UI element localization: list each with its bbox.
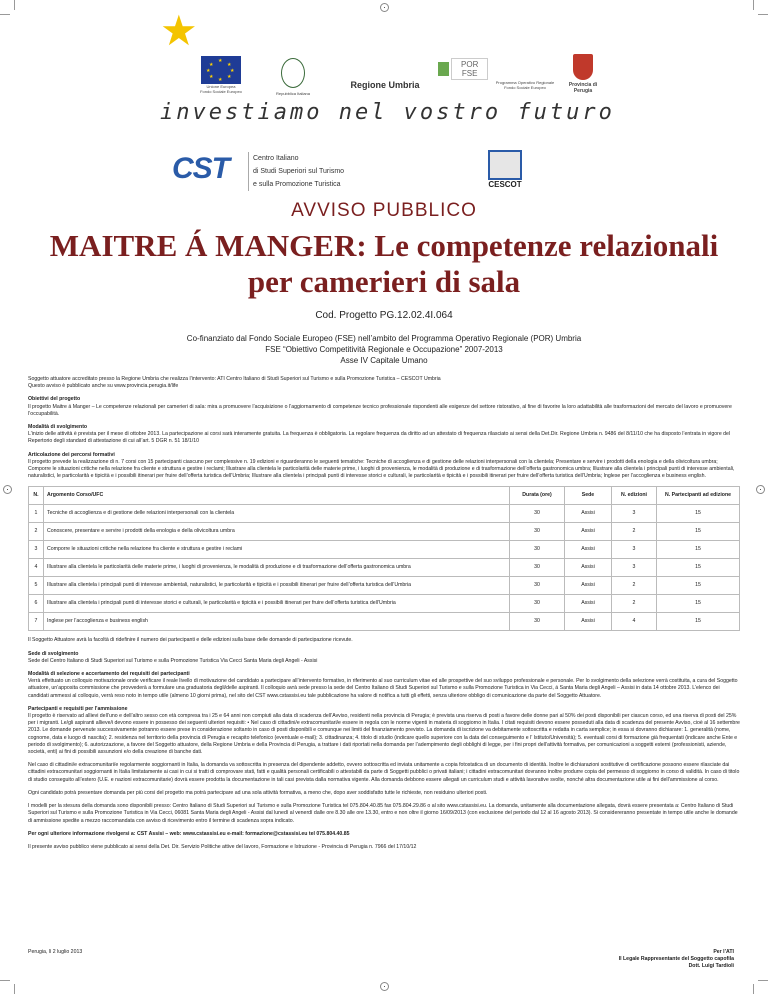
porfse-caption-2: Fondo Sociale Europeo xyxy=(504,85,546,90)
table-cell: Assisi xyxy=(565,559,612,577)
title-line-1: MAITRE Á MANGER: Le competenze relazionali xyxy=(49,228,719,263)
table-cell: 30 xyxy=(510,505,565,523)
col-header: N. Partecipanti ad edizione xyxy=(657,487,740,505)
section-title: Obiettivi del progetto xyxy=(28,396,81,403)
table-cell: 30 xyxy=(510,613,565,631)
signature-line-2: Il Legale Rappresentante del Soggetto capofila xyxy=(618,956,734,962)
italy-caption: Repubblica Italiana xyxy=(275,91,311,96)
signature-block xyxy=(574,949,734,970)
porfse-logo xyxy=(438,58,488,80)
porfse-caption-1: Programma Operativo Regionale xyxy=(495,80,555,85)
section-text: Sede del Centro Italiano di Studi Superiori sul Turismo e sulla Promozione Turistica Via Cecci Santa Maria degli Angeli - Assisi xyxy=(28,657,318,664)
table-cell: Conoscere, presentare e servire i prodotti della enologia e della olivicoltura umbra xyxy=(44,523,510,541)
table-cell: 4 xyxy=(612,613,657,631)
crop-mark xyxy=(758,980,768,981)
porfse-mark-icon xyxy=(438,62,449,76)
table-cell: Assisi xyxy=(565,595,612,613)
intro-2: Questo avviso è pubblicato anche su www.provincia.perugia.it/life xyxy=(28,383,179,390)
cst-logo-text: CST xyxy=(172,152,229,185)
table-cell: 15 xyxy=(657,595,740,613)
table-cell: 3 xyxy=(612,505,657,523)
cescot-icon xyxy=(488,150,522,180)
ridefinire: Il Soggetto Attuatore avrà la facoltà di ridefinire il numero dei partecipanti e delle edizioni sulla base delle domande di partecipazione ricevute. xyxy=(28,637,353,644)
table-cell: 5 xyxy=(29,577,44,595)
table-row xyxy=(29,541,740,559)
eu-logo xyxy=(196,56,246,94)
table-cell: 30 xyxy=(510,577,565,595)
table-row xyxy=(29,505,740,523)
table-cell: 30 xyxy=(510,541,565,559)
table-cell: 3 xyxy=(29,541,44,559)
table-cell: 15 xyxy=(657,559,740,577)
section-selezione xyxy=(28,671,740,700)
page-title xyxy=(0,228,768,300)
eu-caption-1: Unione Europea xyxy=(206,84,236,89)
extracomunitari: Nel caso di cittadini/e extracomunitari/e regolarmente soggiornanti in Italia, la domanda va sottoscritta in presenza del dipendente addetto, ovvero sottoscritta ed inviata unitamente a copia fotostatica di un documento di identità. Inoltre le dichiarazioni sostitutive di certificazione possono essere rilasciate dai cittadini extracomunitari soggiornanti in Italia limitatamente ai casi in cui si tratti di comprovare stati, fatti e qualità personali certificabili o attestabili da parte di Soggetti pubblici o privati italiani; i cittadini extracomunitari dovranno inoltre produrre copia del permesso di soggiorno in corso di validità. In caso di titolo di studio conseguito all’estero (U.E. e nazioni extracomunitarie) dovrà essere prodotta la documentazione in tali casi prevista dalla normativa vigente. Alla domanda debbono essere allegati un curriculum studi e attività lavorative svolte, nonché altra documentazione utile ai fini dell’ammissione al corso. xyxy=(28,762,740,783)
info: Per ogni ulteriore informazione rivolgersi a: CST Assisi – web: www.cstassisi.eu e-mail: formazione@cstassisi.eu tel 075.804.40.85 xyxy=(28,830,350,837)
col-header: N. xyxy=(29,487,44,505)
table-cell: 30 xyxy=(510,559,565,577)
crop-mark xyxy=(753,0,754,10)
table-cell: Illustrare alla clientela i principali punti di interesse ambientali, naturalistici, le particolarità e tipicità e i possibili itinerari per fruire dell’offerta turistica dell’Umbria xyxy=(44,577,510,595)
registration-mark-bottom xyxy=(380,982,389,991)
table-header-row xyxy=(29,487,740,505)
porfse-label: POR FSE xyxy=(451,58,488,80)
table-cell: Assisi xyxy=(565,541,612,559)
eu-caption-2: Fondo Sociale Europeo xyxy=(200,89,242,94)
table-cell: 2 xyxy=(29,523,44,541)
cescot-logo xyxy=(488,150,522,189)
title-line-2: per camerieri di sala xyxy=(247,264,521,299)
table-cell: 2 xyxy=(612,577,657,595)
col-header: Argomento Corso/UFC xyxy=(44,487,510,505)
cofin-line-3: Asse IV Capitale Umano xyxy=(340,356,428,365)
section-articolazione xyxy=(28,452,740,481)
table-cell: 15 xyxy=(657,541,740,559)
notice-body xyxy=(28,376,740,857)
section-obiettivi xyxy=(28,396,740,418)
col-header: Durata (ore) xyxy=(510,487,565,505)
signature-line-3: Dott. Luigi Tardioli xyxy=(688,963,734,969)
section-sede xyxy=(28,651,740,665)
modelli: I modelli per la stesura della domanda sono disponibili presso: Centro Italiano di Studi Superiori sul Turismo e sulla Promozione Turistica tel 075.804.40.85 fax 075.804.29.86 o al sito www.cstassisi.eu. La domanda, unitamente alla documentazione allegata, dovrà essere presentata a: Centro Italiano di Studi Superiori sul Turismo e sulla Promozione Turistica in Via Cecci, 06081 Santa Maria degli Angeli - Assisi dal lunedì al venerdì dalle ore 8.30 alle ore 13.30, entro e non oltre il giorno 16/09/2013 (con esclusione del periodo dal 12 al 16 agosto 2013). Si considereranno presentate in tempo utile anche le domande di ammissione spedite a mezzo raccomandata con avviso di ricevimento entro il termine di scadenza sopra indicato. xyxy=(28,803,738,824)
table-cell: Inglese per l’accoglienza e business english xyxy=(44,613,510,631)
cofin-line-1: Co-finanziato dal Fondo Sociale Europeo (FSE) nell’ambito del Programma Operativo Regionale (POR) Umbria xyxy=(186,334,582,343)
star-icon: ★ xyxy=(160,7,198,54)
italian-emblem-icon xyxy=(281,58,305,88)
perugia-shield-icon xyxy=(573,54,593,80)
table-cell: Assisi xyxy=(565,505,612,523)
table-row xyxy=(29,523,740,541)
crop-mark xyxy=(14,0,15,10)
eu-flag-icon: ★ ★ ★ ★ ★ ★ ★ ★ xyxy=(201,56,241,84)
col-header: Sede xyxy=(565,487,612,505)
table-row xyxy=(29,559,740,577)
section-title: Articolazione dei percorsi formativi xyxy=(28,451,115,458)
table-row xyxy=(29,577,740,595)
crop-mark xyxy=(753,984,754,994)
col-header: N. edizioni xyxy=(612,487,657,505)
notice-type: AVVISO PUBBLICO xyxy=(291,200,477,221)
table-row xyxy=(29,613,740,631)
courses-table xyxy=(28,486,740,631)
table-cell: 3 xyxy=(612,559,657,577)
table-cell: Comporre le situazioni critiche nella relazione fra cliente e struttura e gestire i reclami xyxy=(44,541,510,559)
registration-mark-left xyxy=(3,485,12,494)
umbria-logo: Regione Umbria xyxy=(350,80,420,90)
table-row xyxy=(29,595,740,613)
table-cell: Assisi xyxy=(565,523,612,541)
table-cell: Assisi xyxy=(565,577,612,595)
signature-line-1: Per l’ATI xyxy=(713,949,734,955)
cst-logo xyxy=(172,152,345,188)
section-requisiti xyxy=(28,706,740,756)
perugia-logo xyxy=(560,54,606,94)
section-text: Verrà effettuato un colloquio motivazionale onde verificare il reale livello di motivazione del candidato a partecipare all’intervento formativo, in riferimento al suo curriculum vitae ed alle prospettive del suo sviluppo professionale e personale. Per lo svolgimento della selezione verrà costituita, a cura del Soggetto attuatore, un’apposita commissione che provvederà a formulare una graduatoria degli/delle aspiranti. Il colloquio avrà sede presso la sede del Centro Italiano di Studi Superiori sul Turismo e sulla Promozione Turistica in Via Cecci, á Santa Maria degli Angeli – Assisi in data 14 ottobre 2013. L’elenco dei candidati ammessi al colloquio, verrà reso noto in tempo utile (almeno 10 giorni prima), nel sito del CST www.cstassisi.eu tale pubblicazione ha valore di notifica a tutti gli effetti, senza ulteriore obbligo di comunicazione da parte del Soggetto Attuatore. xyxy=(28,678,738,699)
section-title: Modalità di svolgimento xyxy=(28,424,88,431)
registration-mark-right xyxy=(756,485,765,494)
section-title: Sede di svolgimento xyxy=(28,650,79,657)
ogni-candidato: Ogni candidato potrà presentare domanda per più corsi del progetto ma potrà partecipare ad una sola attività formativa, a meno che, dopo aver soddisfatto tutte le richieste, non residuino ulteriori posti. xyxy=(28,789,488,796)
crop-mark xyxy=(0,980,10,981)
cst-line-2: di Studi Superiori sul Turismo xyxy=(253,168,345,175)
cofinancing xyxy=(0,333,768,366)
table-cell: 2 xyxy=(612,595,657,613)
provincia-note: Il presente avviso pubblico viene pubblicato ai sensi della Det. Dir. Servizio Politiche attive del lavoro, Formazione e Istruzione - Provincia di Perugia n. 7966 del 17/10/12 xyxy=(28,843,417,850)
table-cell: 15 xyxy=(657,523,740,541)
section-text: Il progetto Maitre á Manger – Le competenze relazionali per camerieri di sala: mira a promuovere l’acquisizione o l’aggiornamento di competenze tecnico professionale rispondenti alle esigenze del settore ristorativo, al fine di favorire la loro adattabilità alle trasformazioni del mercato del lavoro e promuovere l’occupabilità. xyxy=(28,403,732,417)
table-cell: 30 xyxy=(510,523,565,541)
table-cell: 7 xyxy=(29,613,44,631)
table-cell: 15 xyxy=(657,613,740,631)
section-text: Il progetto prevede la realizzazione di n. 7 corsi con 15 partecipanti ciascuno per complessive n. 19 edizioni e riguarderanno le seguenti tematiche: Tecniche di accoglienza e di gestione delle relazioni interpersonali con la clientela; Presentare e servire i prodotti della enologia e della olivicoltura umbra; Comporre le situazioni critiche nella relazione fra cliente e struttura e gestire i reclami; Illustrare alla clientela le particolarità delle materie prime, i luoghi di provenienza, le modalità di produzione e di trasformazione dell’offerta gastronomica umbra; Illustrare alla clientela i principali punti di interesse ambientali, naturalistici, le particolarità e tipicità e i possibili itinerari per fruire dell’offerta turistica dell’Umbria; Illustrare alla clientela i principali punti di interesse storici e culturali, le particolarità e tipicità e i possibili itinerari per fruire dell’offerta turistica dell’Umbria; Inglese per l’accoglienza e business english. xyxy=(28,458,735,480)
table-cell: 30 xyxy=(510,595,565,613)
table-cell: 15 xyxy=(657,577,740,595)
section-text: L’inizio delle attività è prevista per il mese di ottobre 2013. La partecipazione ai corsi sarà interamente gratuita. La frequenza è obbligatoria. La regolare frequenza da diritto ad un attestato di frequenza rilasciato ai sensi della Det.Dir. Regione Umbria n. 9486 del 8/11/10 che ha disposto l’entrata in vigore del Repertorio degli standard di attestazione di cui all’art. 5 DGR n. 51 18/1/10 xyxy=(28,431,731,445)
project-code: Cod. Progetto PG.12.02.4I.064 xyxy=(315,310,453,321)
section-text: Il progetto è riservato ad allievi dell’uno e dell’altro sesso con età compresa tra i 25 e 64 anni non compiuti alla data di scadenza dell’Avviso, residenti nella provincia di Perugia; è prevista una riserva di posti a favore delle donne pari al 50% dei posti disponibili per ciascun corso, ed una riserva di posti del 25% per i migranti. Le/gli aspiranti allieve/i devono essere in possesso dei seguenti ulteriori requisiti: • Nel caso di cittadini/e extracomunitari/e essere in regola con le norme vigenti in materia di soggiorno in Italia. I citati requisiti devono essere posseduti alla data di scadenza del presente Avviso, cioè al 16 settembre 2013. Le domande pervenute successivamente potranno essere prese in considerazione soltanto in caso di posti disponibili e comunque nei limiti del finanziamento previsto. La domanda di iscrizione va debitamente sottoscritta e redatta in carta semplice; in essa si dovranno dichiarare: 1. generalità (nome, cognome, data e luogo di nascita); 2. residenza nel territorio della provincia di Perugia e recapito telefonico (eventuale e-mail); 3. cittadinanza; 4. titolo di studio (indicare quello superiore con la data del conseguimento e l’ Istituto/Università); 5. eventuali corsi di formazione già frequentati (indicare anche Ente e periodo di svolgimento); 6. autorizzazione, a favore del Soggetto attuatore, della Regione Umbria e della Provincia di Perugia, a trattare i dati riportati nella domanda per l’adempimento degli obblighi di legge, per i fini propri dell’attività formativa, per comunicazioni a soggetti esterni (professionisti, aziende, società, enti) ai fini di possibili assunzioni e/o della creazione di banche dati. xyxy=(28,713,740,756)
intro xyxy=(28,376,740,390)
date-line: Perugia, lì 2 luglio 2013 xyxy=(28,949,83,955)
italy-logo xyxy=(268,58,318,96)
table-cell: 2 xyxy=(612,523,657,541)
cst-description xyxy=(248,152,344,191)
table-cell: 15 xyxy=(657,505,740,523)
cescot-label: CESCOT xyxy=(488,180,522,189)
porfse-caption xyxy=(494,80,556,90)
intro-1: Soggetto attuatore accreditato presso la Regione Umbria che realizza l’intervento: ATI Centro Italiano di Studi Superiori sul Turismo e sulla Promozione Turistica – CESCOT Umbria xyxy=(28,376,441,382)
section-title: Modalità di selezione e accertamento dei requisiti dei partecipanti xyxy=(28,671,190,678)
slogan: investiamo nel vostro futuro xyxy=(160,100,615,125)
cst-line-3: e sulla Promozione Turistica xyxy=(253,181,341,188)
cst-line-1: Centro Italiano xyxy=(253,155,299,162)
table-cell: 6 xyxy=(29,595,44,613)
table-cell: Illustrare alla clientela i principali punti di interesse storici e culturali, le particolarità e tipicità e i possibili itinerari per fruire dell’offerta turistica dell’Umbria xyxy=(44,595,510,613)
table-cell: 1 xyxy=(29,505,44,523)
crop-mark xyxy=(14,984,15,994)
table-cell: Illustrare alla clientela le particolarità delle materie prime, i luoghi di provenienza, le modalità di produzione e di trasformazione dell’offerta gastronomica umbra xyxy=(44,559,510,577)
section-title: Partecipanti e requisiti per l’ammissione xyxy=(28,705,128,712)
section-modalita xyxy=(28,424,740,446)
table-cell: 3 xyxy=(612,541,657,559)
logo-bar xyxy=(0,7,768,100)
perugia-caption: Provincia di Perugia xyxy=(568,82,598,94)
table-cell: Assisi xyxy=(565,613,612,631)
table-cell: Tecniche di accoglienza e di gestione delle relazioni interpersonali con la clientela xyxy=(44,505,510,523)
table-cell: 4 xyxy=(29,559,44,577)
cofin-line-2: FSE “Obiettivo Competitività Regionale e Occupazione” 2007-2013 xyxy=(265,345,503,354)
